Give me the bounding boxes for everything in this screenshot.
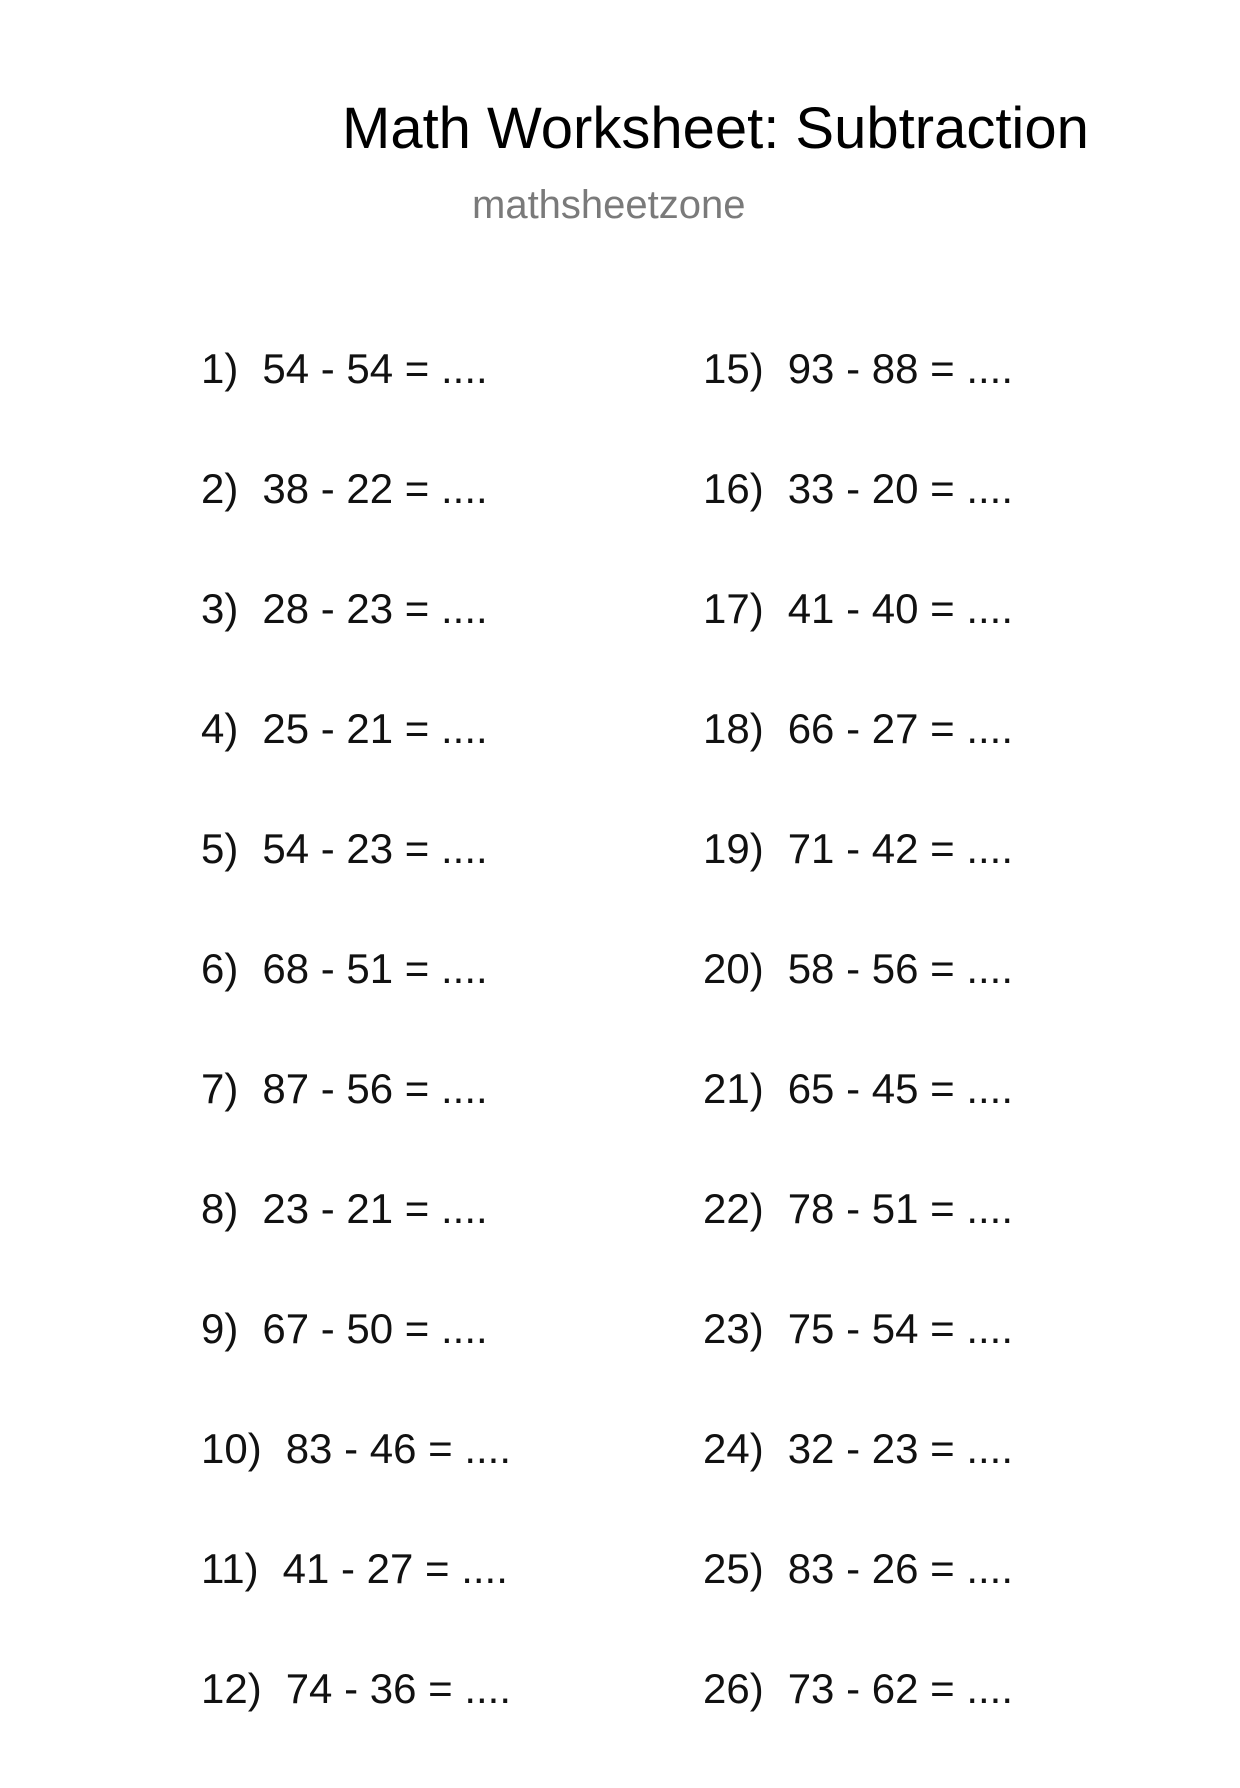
problem-number: 22)	[703, 1185, 764, 1232]
problem-item	[201, 1665, 512, 1788]
problem-item	[201, 465, 511, 588]
problem-expression: 38 - 22 = ....	[262, 465, 488, 512]
problem-item	[201, 705, 511, 828]
problem-number: 12)	[201, 1665, 262, 1712]
problem-number: 18)	[703, 705, 764, 752]
site-name: mathsheetzone	[472, 183, 746, 227]
problem-expression: 28 - 23 = ....	[262, 585, 488, 632]
problem-item	[703, 825, 1014, 948]
problem-expression: 58 - 56 = ....	[787, 945, 1014, 992]
problem-item	[201, 1185, 511, 1308]
problem-item	[703, 1425, 1014, 1548]
problem-expression: 83 - 26 = ....	[787, 1545, 1014, 1592]
problem-item	[703, 945, 1014, 1068]
problem-number: 21)	[703, 1065, 764, 1112]
problem-number: 1)	[201, 345, 239, 392]
problem-number: 19)	[703, 825, 764, 872]
problem-item	[703, 1185, 1014, 1308]
problem-expression: 54 - 54 = ....	[262, 345, 488, 392]
problem-item	[201, 1545, 511, 1668]
problem-number: 9)	[201, 1305, 239, 1352]
problem-number: 20)	[703, 945, 764, 992]
problem-number: 7)	[201, 1065, 239, 1112]
problem-item	[201, 585, 511, 708]
problem-item	[201, 345, 511, 468]
problem-number: 15)	[703, 345, 764, 392]
problem-number: 23)	[703, 1305, 764, 1352]
problem-item	[703, 585, 1014, 708]
problem-item	[703, 345, 1014, 468]
problem-item	[703, 1665, 1014, 1788]
problem-expression: 32 - 23 = ....	[787, 1425, 1014, 1472]
problem-number: 25)	[703, 1545, 764, 1592]
problem-expression: 25 - 21 = ....	[262, 705, 488, 752]
problem-number: 3)	[201, 585, 239, 632]
problem-expression: 41 - 27 = ....	[282, 1545, 508, 1592]
problem-number: 8)	[201, 1185, 239, 1232]
problem-column-right	[703, 345, 1014, 1788]
problem-item	[703, 1065, 1014, 1188]
problem-expression: 54 - 23 = ....	[262, 825, 488, 872]
problem-number: 11)	[201, 1545, 259, 1592]
problem-number: 26)	[703, 1665, 764, 1712]
problem-expression: 74 - 36 = ....	[285, 1665, 512, 1712]
problem-expression: 71 - 42 = ....	[787, 825, 1014, 872]
problem-number: 6)	[201, 945, 239, 992]
problem-number: 2)	[201, 465, 239, 512]
problem-number: 5)	[201, 825, 239, 872]
problem-expression: 83 - 46 = ....	[285, 1425, 512, 1472]
problem-item	[703, 1545, 1014, 1668]
problem-column-left	[201, 345, 512, 1788]
problem-expression: 66 - 27 = ....	[787, 705, 1014, 752]
problem-item	[703, 705, 1014, 828]
problem-number: 10)	[201, 1425, 262, 1472]
problem-expression: 33 - 20 = ....	[787, 465, 1014, 512]
problem-item	[201, 825, 511, 948]
problem-item	[201, 1305, 511, 1428]
problem-item	[201, 945, 511, 1068]
problem-expression: 23 - 21 = ....	[262, 1185, 488, 1232]
problem-expression: 93 - 88 = ....	[787, 345, 1014, 392]
problem-item	[703, 1305, 1014, 1428]
problem-expression: 87 - 56 = ....	[262, 1065, 488, 1112]
problem-expression: 75 - 54 = ....	[787, 1305, 1014, 1352]
problem-item	[703, 465, 1014, 588]
problem-expression: 65 - 45 = ....	[787, 1065, 1014, 1112]
problem-number: 16)	[703, 465, 764, 512]
problem-item	[201, 1425, 512, 1548]
problem-number: 17)	[703, 585, 764, 632]
problem-number: 24)	[703, 1425, 764, 1472]
problem-item	[201, 1065, 511, 1188]
page-title: Math Worksheet: Subtraction	[342, 96, 1089, 161]
problem-expression: 78 - 51 = ....	[787, 1185, 1014, 1232]
problem-number: 4)	[201, 705, 239, 752]
problem-expression: 41 - 40 = ....	[787, 585, 1014, 632]
problem-expression: 67 - 50 = ....	[262, 1305, 488, 1352]
problem-expression: 68 - 51 = ....	[262, 945, 488, 992]
problem-expression: 73 - 62 = ....	[787, 1665, 1014, 1712]
